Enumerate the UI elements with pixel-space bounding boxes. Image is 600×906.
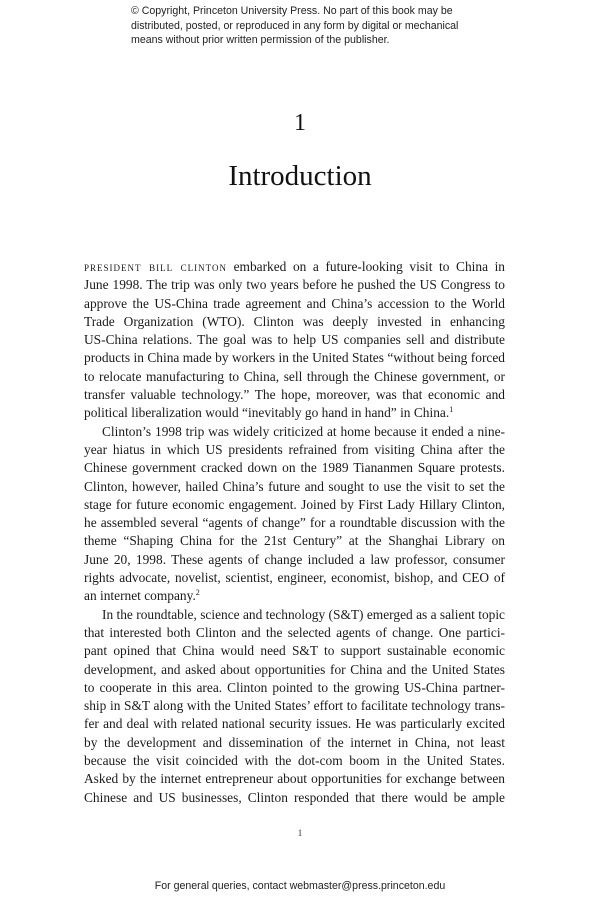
footnote-marker[interactable]: 2 bbox=[195, 588, 200, 598]
copyright-notice bbox=[131, 4, 471, 48]
text-line: he assembled several “agents of change” for a roundtable discussion with the bbox=[84, 515, 505, 531]
text-line: pant opined that China would need S&T to support sustainable economic bbox=[84, 643, 505, 659]
text-line: products in China made by workers in the United States “without being forced bbox=[84, 350, 505, 366]
text-line: approve the US-China trade agreement and China’s accession to the World bbox=[84, 295, 505, 311]
footer-contact: For general queries, contact webmaster@press.princeton.edu bbox=[154, 880, 446, 892]
text-line: ship in S&T along with the United States’ effort to facilitate technology trans- bbox=[84, 698, 505, 714]
text-line: stage for future economic engagement. Joined by First Lady Hillary Clinton, bbox=[84, 496, 505, 512]
text-line: Chinese government cracked down on the 1989 Tiananmen Square protests. bbox=[84, 460, 505, 476]
copyright-line: distributed, posted, or reproduced in any form by digital or mechanical bbox=[131, 19, 459, 32]
text-line: transfer valuable technology.” The hope, moreover, was that economic and bbox=[84, 387, 505, 403]
text-line: political liberalization would “inevitably go hand in hand” in China.$^1$ bbox=[84, 405, 454, 421]
text-line: Trade Organization (WTO). Clinton was deeply invested in enhancing bbox=[84, 313, 505, 329]
body-text bbox=[84, 258, 505, 807]
copyright-line: means without prior written permission of the publisher. bbox=[131, 34, 390, 46]
text-line: president bill clinton embarked on a future-looking visit to China in bbox=[84, 259, 506, 274]
text-line: by the development and dissemination of the internet in China, not least bbox=[84, 734, 505, 750]
text-line: June 1998. The trip was only two years before he pushed the US Congress to bbox=[84, 277, 505, 293]
text-line: year hiatus in which US presidents refrained from visiting China after the bbox=[84, 441, 505, 457]
text-line: fer and deal with related national security issues. He was particularly excited bbox=[84, 716, 505, 732]
text-line: an internet company.$^2$ bbox=[84, 588, 200, 604]
page-number: 1 bbox=[297, 828, 303, 838]
chapter-title: Introduction bbox=[228, 160, 372, 192]
chapter-number: 1 bbox=[294, 110, 306, 136]
footnote-marker[interactable]: 1 bbox=[449, 405, 454, 415]
text-line: development, and asked about opportunities for China and the United States bbox=[84, 661, 505, 677]
copyright-line: © Copyright, Princeton University Press. No part of this book may be bbox=[131, 5, 453, 17]
text-line: because the visit coincided with the dot-com boom in the United States. bbox=[84, 753, 505, 769]
lead-in-smallcaps: president bill clinton bbox=[84, 259, 227, 274]
text-line: that interested both Clinton and the selected agents of change. One partici- bbox=[84, 624, 505, 640]
text-line: In the roundtable, science and technology (S&T) emerged as a salient topic bbox=[102, 606, 505, 622]
text-line: June 20, 1998. These agents of change included a law professor, consumer bbox=[84, 551, 505, 567]
text-line: Asked by the internet entrepreneur about opportunities for exchange between bbox=[84, 771, 505, 787]
text-line: theme “Shaping China for the 21st Century” at the Shanghai Library on bbox=[84, 533, 505, 549]
text-line: Clinton’s 1998 trip was widely criticized at home because it ended a nine- bbox=[102, 423, 505, 439]
text-line: to relocate manufacturing to China, sell through the Chinese government, or bbox=[84, 368, 505, 384]
text-line: Chinese and US businesses, Clinton responded that there would be ample bbox=[84, 789, 505, 805]
text-line: US-China relations. The goal was to help US companies sell and distribute bbox=[84, 332, 505, 348]
text-line: Clinton, however, hailed China’s future and sought to use the visit to set the bbox=[84, 478, 505, 494]
text-line: rights advocate, novelist, scientist, engineer, economist, bishop, and CEO of bbox=[84, 570, 505, 586]
text-line: to cooperate in this area. Clinton pointed to the growing US-China partner- bbox=[84, 679, 505, 695]
